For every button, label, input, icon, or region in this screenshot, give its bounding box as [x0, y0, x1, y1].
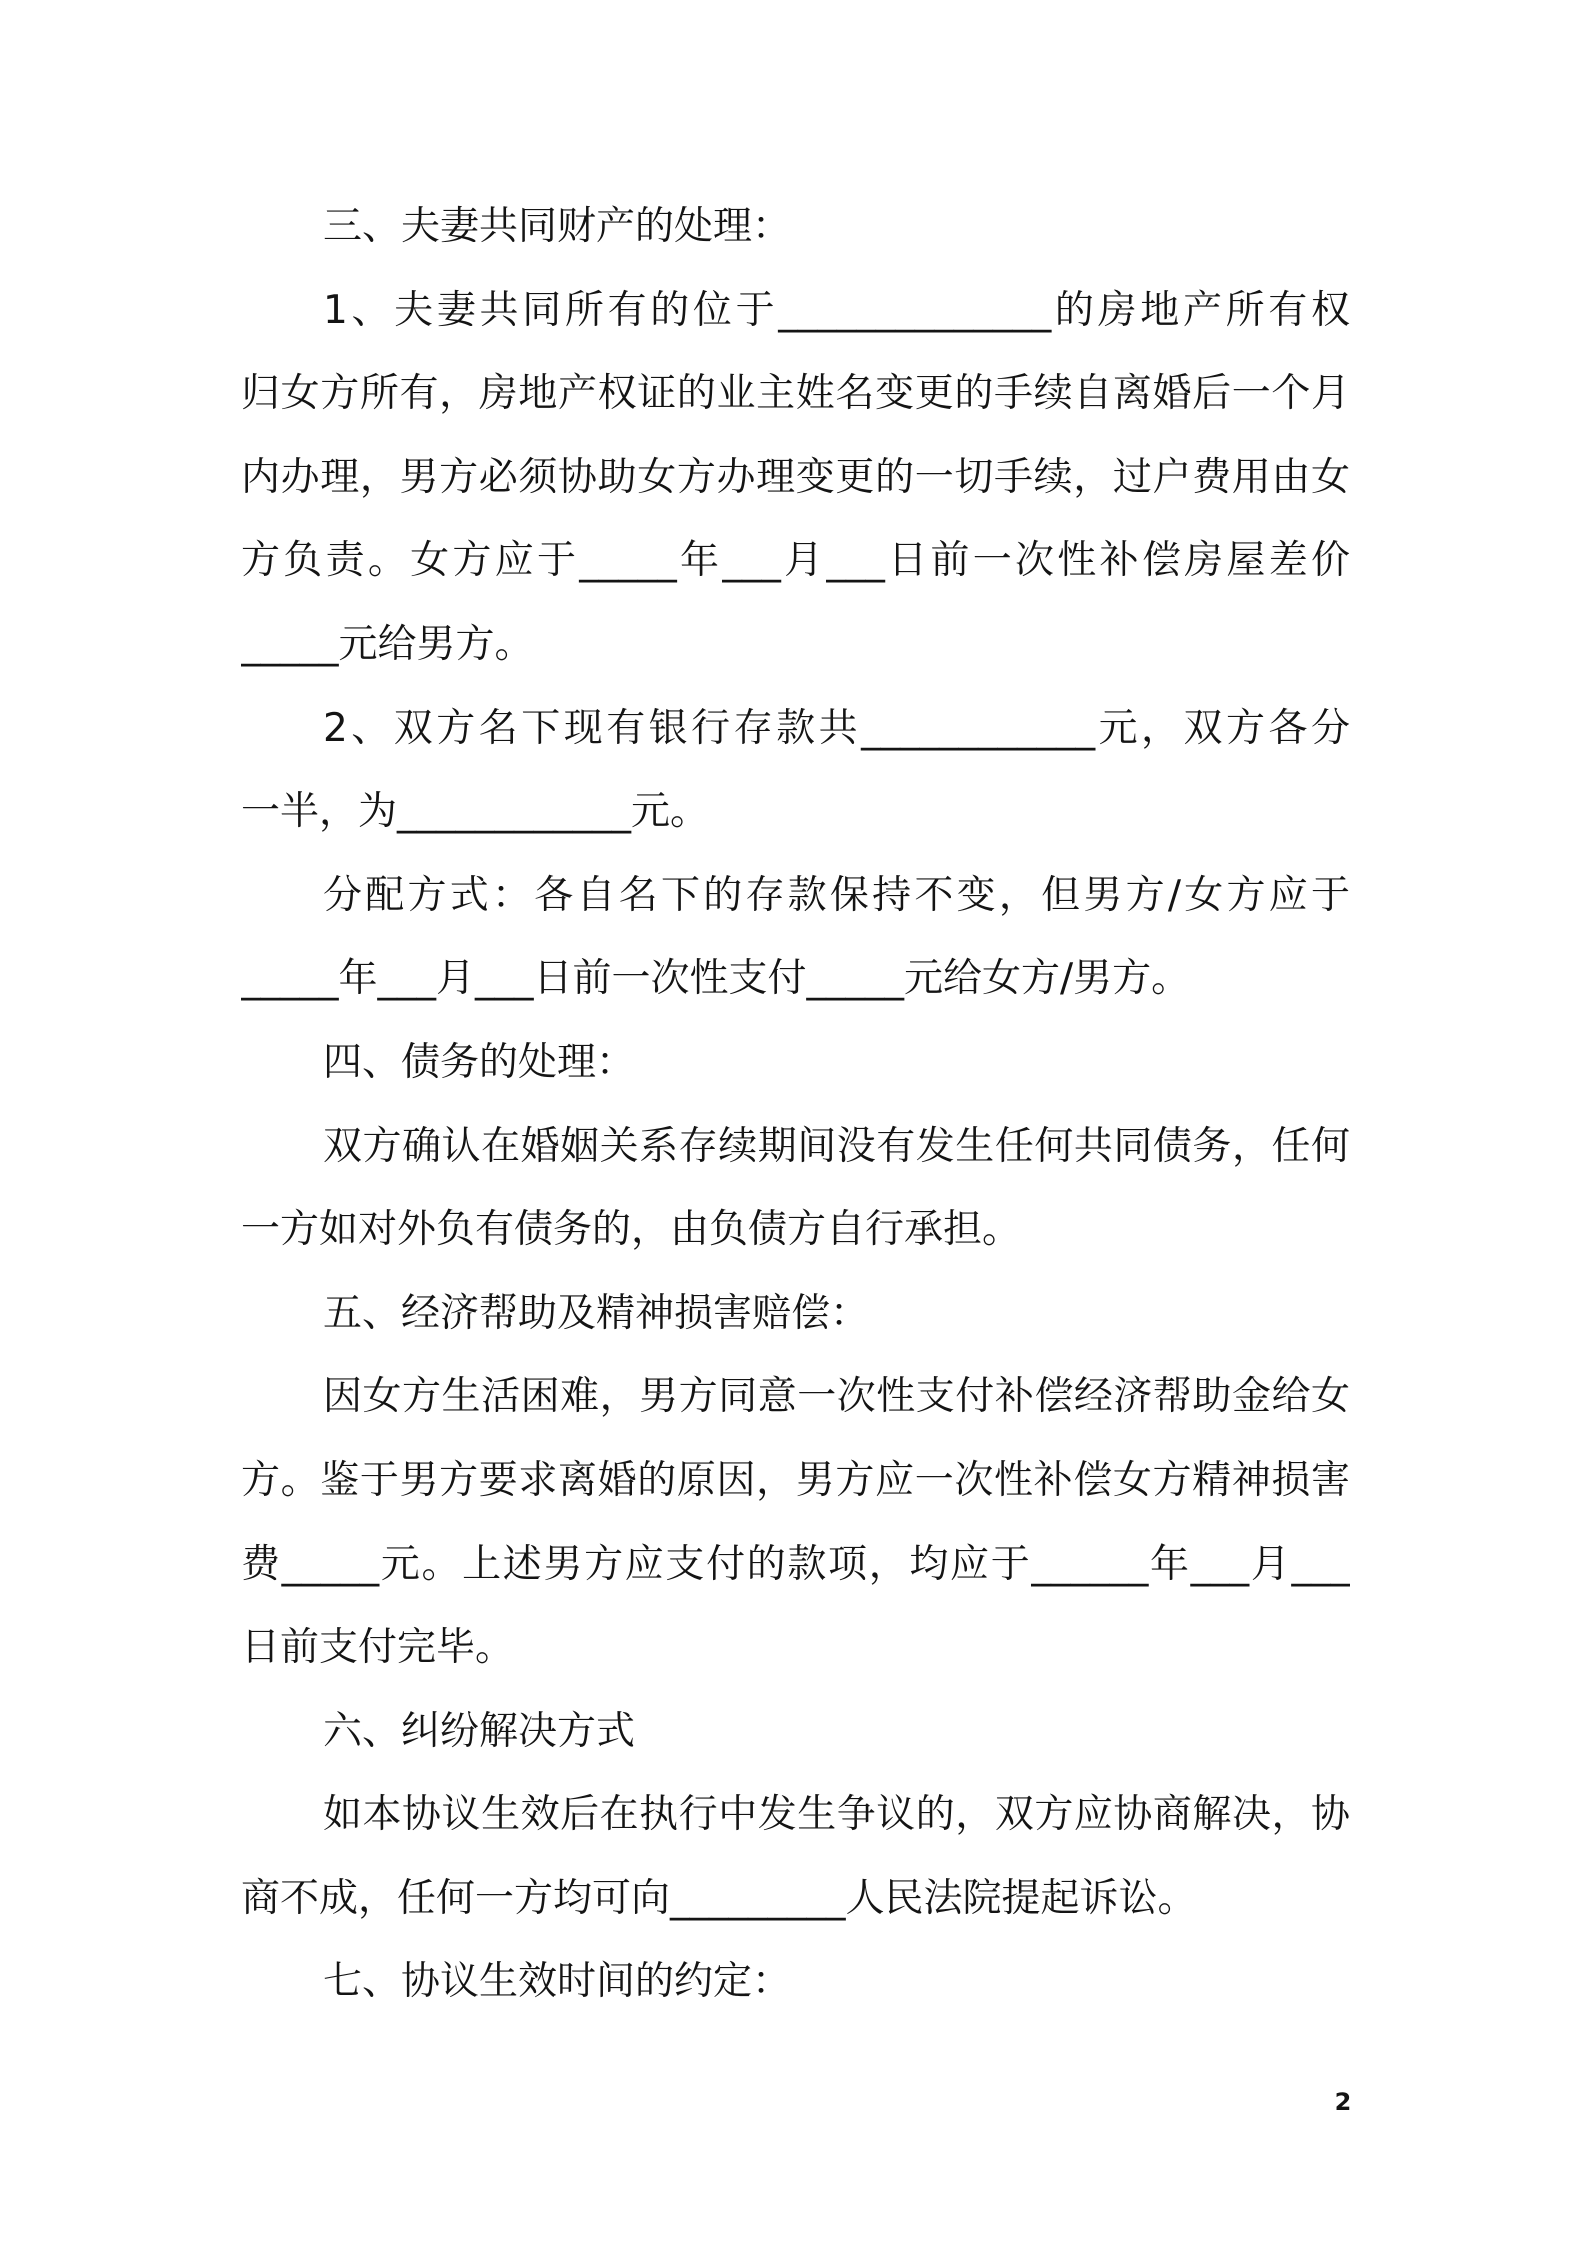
- paragraph-line: 如本协议生效后在执行中发生争议的，双方应协商解决，协: [323, 1792, 1350, 1838]
- section-heading-compensation: 五、经济帮助及精神损害赔偿：: [323, 1290, 870, 1336]
- paragraph-line: 方。鉴于男方要求离婚的原因，男方应一次性补偿女方精神损害: [241, 1457, 1350, 1503]
- paragraph-line: _____年___月___日前一次性支付_____元给女方/男方。: [241, 956, 1191, 1002]
- paragraph-line: 内办理，男方必须协助女方办理变更的一切手续，过户费用由女: [241, 454, 1350, 500]
- paragraph-line: 一方如对外负有债务的，由负债方自行承担。: [241, 1207, 1022, 1253]
- paragraph-line: 分配方式：各自名下的存款保持不变，但男方/女方应于: [323, 872, 1350, 918]
- paragraph-line: 商不成，任何一方均可向_________人民法院提起诉讼。: [241, 1875, 1197, 1921]
- section-heading-dispute-resolution: 六、纠纷解决方式: [323, 1708, 636, 1754]
- paragraph-line: 因女方生活困难，男方同意一次性支付补偿经济帮助金给女: [323, 1374, 1350, 1420]
- paragraph-line: 归女方所有，房地产权证的业主姓名变更的手续自离婚后一个月: [241, 371, 1350, 417]
- paragraph-line: 费_____元。上述男方应支付的款项，均应于______年___月___: [241, 1541, 1350, 1587]
- paragraph-line: 一半，为____________元。: [241, 789, 710, 835]
- paragraph-line: _____元给男方。: [241, 621, 534, 667]
- paragraph-line: 日前支付完毕。: [241, 1625, 515, 1671]
- section-heading-effective-date: 七、协议生效时间的约定：: [323, 1959, 792, 2005]
- paragraph-line: 2、双方名下现有银行存款共____________元，双方各分: [323, 705, 1350, 751]
- paragraph-line: 1、夫妻共同所有的位于______________的房地产所有权: [323, 287, 1350, 333]
- document-body: [241, 185, 1350, 2024]
- paragraph-line: 双方确认在婚姻关系存续期间没有发生任何共同债务，任何: [323, 1123, 1350, 1169]
- paragraph-line: 方负责。女方应于_____年___月___日前一次性补偿房屋差价: [241, 538, 1350, 584]
- section-heading-property: 三、夫妻共同财产的处理：: [323, 204, 792, 249]
- page-number: 2: [1334, 2088, 1352, 2116]
- section-heading-debts: 四、债务的处理：: [323, 1039, 636, 1085]
